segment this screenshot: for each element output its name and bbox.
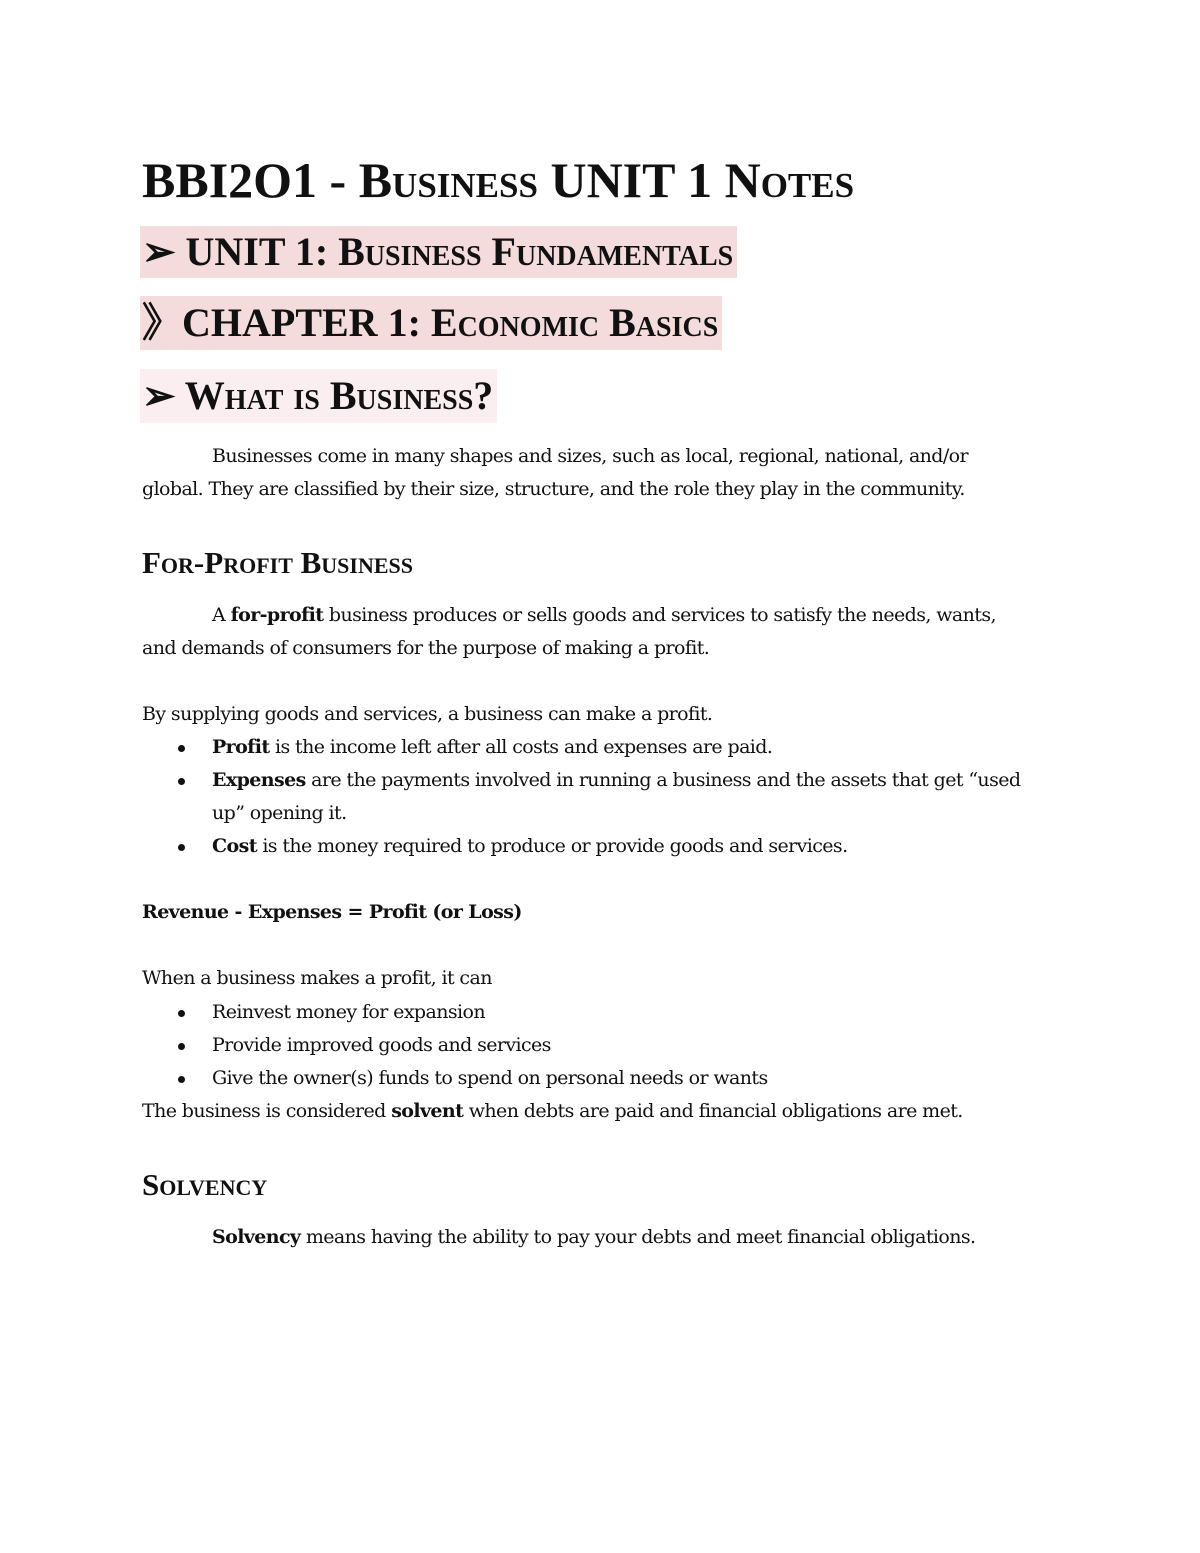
list-item: Provide improved goods and services xyxy=(212,1034,551,1056)
bullet-icon xyxy=(178,844,185,851)
list-item: Reinvest money for expansion xyxy=(212,1001,485,1023)
bullet-icon xyxy=(178,1076,185,1083)
solvency-definition: Solvency means having the ability to pay your debts and meet financial obligations. xyxy=(212,1226,976,1248)
bullet-icon xyxy=(178,1010,185,1017)
unit-heading: ➢ UNIT 1: Business Fundamentals xyxy=(140,226,737,278)
for-profit-paragraph-line-2: and demands of consumers for the purpose of making a profit. xyxy=(142,637,710,659)
when-profit-text: When a business makes a profit, it can xyxy=(142,967,492,989)
bullet-icon xyxy=(178,778,185,785)
definition-cost: Cost is the money required to produce or provide goods and services. xyxy=(212,835,848,857)
list-item: Give the owner(s) funds to spend on personal needs or wants xyxy=(212,1067,768,1089)
document-title: BBI2O1 - Business UNIT 1 Notes xyxy=(142,152,855,208)
solvency-heading: Solvency xyxy=(142,1167,268,1202)
bullet-icon xyxy=(178,745,185,752)
for-profit-heading: For-Profit Business xyxy=(142,545,414,580)
definition-expenses: Expenses are the payments involved in running a business and the assets that get “used xyxy=(212,769,1021,791)
for-profit-term: for-profit xyxy=(230,604,324,626)
definition-profit: Profit is the income left after all costs and expenses are paid. xyxy=(212,736,773,758)
bullet-icon xyxy=(178,1043,185,1050)
solvent-sentence: The business is considered solvent when debts are paid and financial obligations are met. xyxy=(142,1100,963,1122)
profit-formula: Revenue - Expenses = Profit (or Loss) xyxy=(142,901,522,923)
supplying-paragraph: By supplying goods and services, a business can make a profit. xyxy=(142,703,713,725)
for-profit-paragraph-line-1: A for-profit business produces or sells goods and services to satisfy the needs, wants, xyxy=(212,604,996,626)
what-is-business-heading: ➢ What is Business? xyxy=(140,369,497,423)
chapter-heading: 》CHAPTER 1: Economic Basics xyxy=(140,296,722,350)
intro-line-1: Businesses come in many shapes and sizes, such as local, regional, national, and/or xyxy=(212,445,968,467)
intro-line-2: global. They are classified by their size, structure, and the role they play in the community. xyxy=(142,478,965,500)
definition-expenses-continued: up” opening it. xyxy=(212,802,347,824)
